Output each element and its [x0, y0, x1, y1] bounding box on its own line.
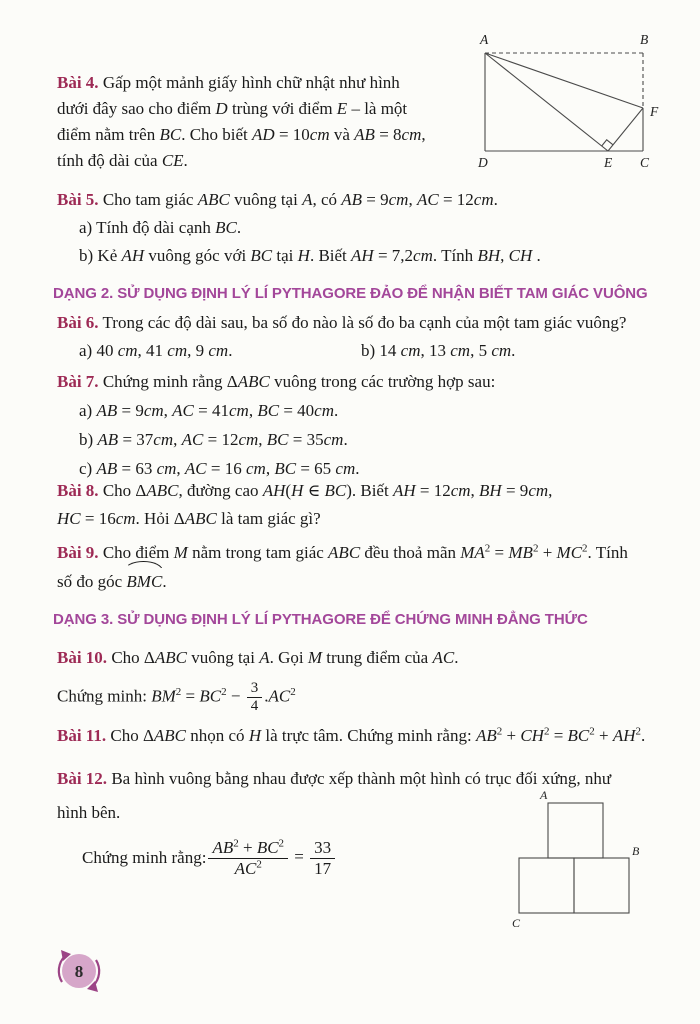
problem-text: Ba hình vuông bằng nhau được xếp thành một hình có trục đối xứng, như	[107, 769, 612, 788]
page-number: 8	[74, 962, 84, 981]
problem-line: HC = 16cm. Hỏi ΔABC là tam giác gì?	[57, 509, 321, 528]
problem-text: Cho ΔABC nhọn có H là trực tâm. Chứng minh rằng: $AB^2 + CH^2 = BC^2 + AH^2$.	[106, 725, 646, 745]
segment-EF	[608, 108, 643, 151]
vertex-label-A: A	[540, 788, 548, 802]
problem-line	[57, 309, 669, 337]
vertex-label-B: B	[632, 844, 640, 858]
problem-label: Bài 7.	[57, 372, 99, 391]
figure-lines	[519, 803, 629, 913]
problem-bai4	[57, 70, 467, 174]
vertex-label-B: B	[640, 32, 649, 47]
problem-options	[57, 337, 669, 365]
segment-AE	[485, 53, 608, 151]
problem-line	[57, 645, 669, 671]
problem-label: Bài 4.	[57, 73, 99, 92]
item-a: a) AB = 9cm, AC = 41cm, BC = 40cm.	[79, 401, 339, 420]
fold-rectangle-figure	[468, 30, 696, 172]
problem-text: Cho tam giác ABC vuông tại A, có AB = 9cm, AC = 12cm.	[98, 190, 498, 209]
problem-line: dưới đây sao cho điểm D trùng với điểm E – là một	[57, 99, 408, 118]
problem-line	[57, 186, 669, 214]
option-b: b) 14 cm, 13 cm, 5 cm.	[361, 341, 516, 360]
problem-bai7	[57, 367, 669, 483]
problem-formula: Chứng minh: $BM^2 = BC^2$ − $\frac{3}{4}$ $.AC^2$	[57, 680, 296, 715]
item-c: c) AB = 63 cm, AC = 16 cm, BC = 65 cm.	[79, 459, 360, 478]
right-angle-mark	[602, 140, 613, 146]
problem-text: Chứng minh rằng ΔABC vuông trong các trường hợp sau:	[98, 372, 496, 391]
problem-label: Bài 9.	[57, 543, 99, 562]
option-a: a) 40 cm, 41 cm, 9 cm.	[79, 341, 233, 360]
problem-line: hình bên.	[57, 803, 121, 822]
figure-lines	[485, 53, 643, 151]
formula-expression: $\frac{AB^2 + BC^2}{AC^2}$ = $\frac{33}{17}$	[206, 838, 337, 878]
vertex-label-A: A	[480, 32, 489, 47]
vertex-label-D: D	[478, 155, 488, 170]
problem-text: Trong các độ dài sau, ba số đo nào là số đo ba cạnh của một tam giác vuông?	[98, 313, 627, 332]
top-square	[548, 803, 603, 858]
problem-items	[57, 396, 669, 483]
vertex-label-E: E	[604, 155, 613, 170]
problem-line	[57, 477, 669, 505]
item-b: b) AB = 37cm, AC = 12cm, BC = 35cm.	[79, 430, 348, 449]
problem-bai10	[57, 645, 669, 716]
problem-bai6	[57, 309, 669, 365]
problem-label: Bài 10.	[57, 648, 108, 667]
problem-bai5	[57, 186, 669, 270]
item-a: a) Tính độ dài cạnh BC.	[79, 218, 242, 237]
problem-line: tính độ dài của CE.	[57, 151, 188, 170]
problem-bai8	[57, 477, 669, 533]
problem-label: Bài 11.	[57, 726, 107, 745]
problem-line	[57, 723, 669, 749]
problem-bai11	[57, 723, 669, 749]
problem-text: Cho điểm M nằm trong tam giác ABC đều thoả mãn $MA^2 = MB^2 + MC^2$. Tính	[98, 542, 628, 562]
problem-label: Bài 8.	[57, 481, 99, 500]
problem-line	[57, 70, 467, 96]
vertex-label-F: F	[650, 104, 659, 119]
problem-text: Cho ΔABC vuông tại A. Gọi M trung điểm của AC.	[107, 648, 459, 667]
segment-AF	[485, 53, 643, 108]
problem-text: Gấp một mảnh giấy hình chữ nhật như hình	[98, 73, 400, 92]
problem-label: Bài 12.	[57, 769, 108, 788]
problem-line	[57, 367, 669, 396]
section-heading-dang2: DẠNG 2. SỬ DỤNG ĐỊNH LÝ LÍ PYTHAGORE ĐẢO ĐỂ NHẬN BIẾT TAM GIÁC VUÔNG	[53, 285, 648, 302]
bottom-right-square	[574, 858, 629, 913]
vertex-label-C: C	[512, 916, 521, 930]
problem-text: Cho ΔABC, đường cao AH(H ∈ BC). Biết AH = 12cm, BH = 9cm,	[98, 481, 553, 500]
item-b: b) Kẻ AH vuông góc với BC tại H. Biết AH = 7,2cm. Tính BH, CH .	[79, 246, 541, 265]
page-number-badge	[50, 942, 110, 1002]
bottom-left-square	[519, 858, 574, 913]
problem-line: điểm nằm trên BC. Cho biết AD = 10cm và AB = 8cm,	[57, 125, 426, 144]
problem-items	[57, 214, 669, 270]
problem-line: số đo góc BMC.	[57, 567, 669, 596]
problem-label: Bài 6.	[57, 313, 99, 332]
vertex-label-C: C	[640, 155, 650, 170]
section-heading-dang3: DẠNG 3. SỬ DỤNG ĐỊNH LÝ LÍ PYTHAGORE ĐỂ CHỨNG MINH ĐẲNG THỨC	[53, 611, 588, 628]
problem-bai9	[57, 538, 669, 596]
problem-label: Bài 5.	[57, 190, 99, 209]
formula-label: Chứng minh rằng:	[82, 848, 207, 868]
three-squares-figure	[497, 788, 657, 938]
